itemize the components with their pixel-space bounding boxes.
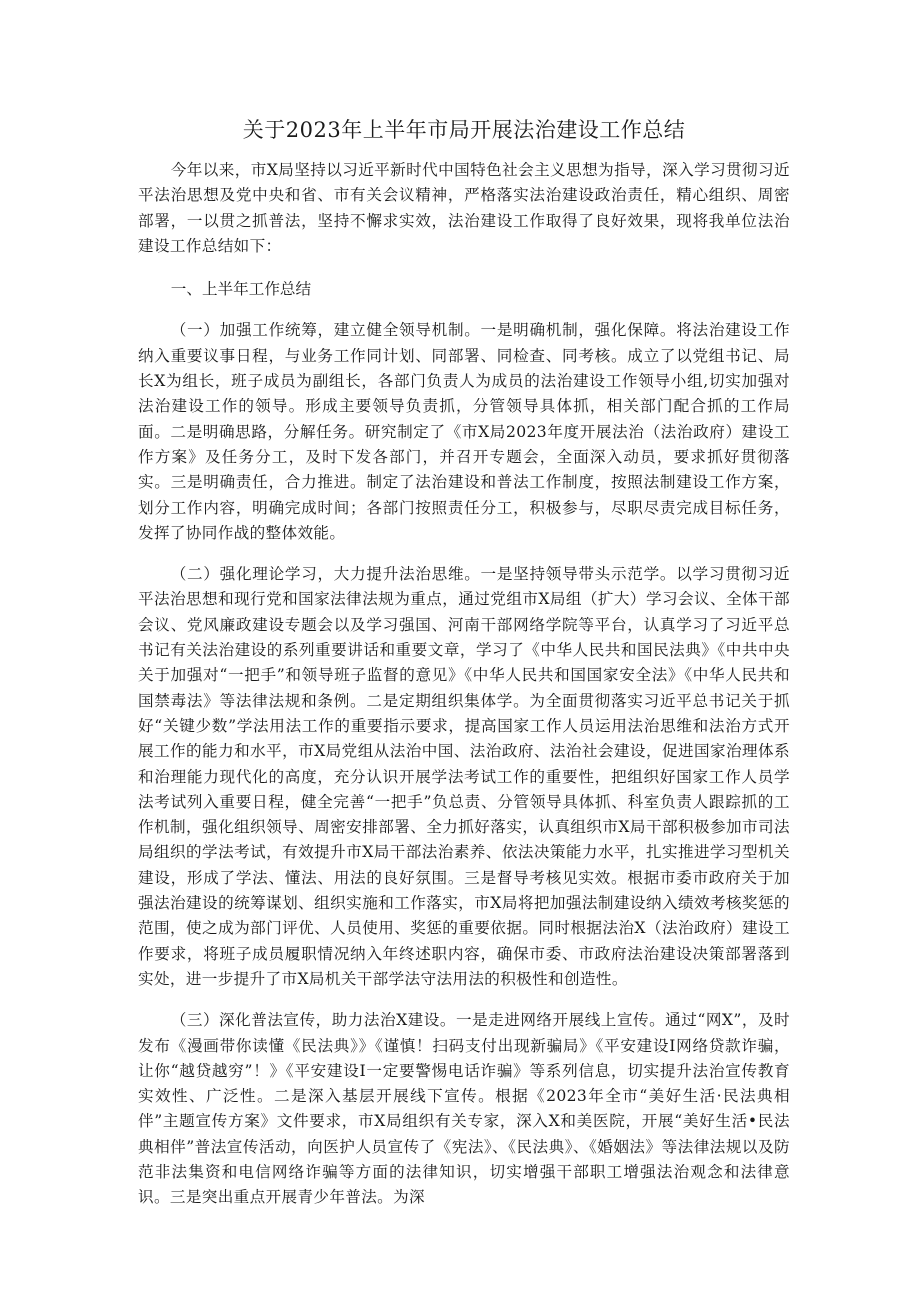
paragraph-item-2: （二）强化理论学习，大力提升法治思维。一是坚持领导带头示范学。以学习贯彻习近平法治思想和现行党和国家法律法规为重点，通过党组市X局组（扩大）学习会议、全体干部会议、党风廉政建设专题会以及学习强国、河南干部网络学院等平台，认真学习了习近平总书记有关法治建设的系列重要讲话和重要文章，学习了《中华人民共和国民法典》《中共中央关于加强对“一把手”和领导班子监督的意见》《中华人民共和国国家安全法》《中华人民共和国禁毒法》等法律法规和条例。二是定期组织集体学。为全面贯彻落实习近平总书记关于抓好“关键少数”学法用法工作的重要指示要求，提高国家工作人员运用法治思维和法治方式开展工作的能力和水平，市X局党组从法治中国、法治政府、法治社会建设，促进国家治理体系和治理能力现代化的高度，充分认识开展学法考试工作的重要性，把组织好国家工作人员学法考试列入重要日程，健全完善“一把手”负总责、分管领导具体抓、科室负责人跟踪抓的工作机制，强化组织领导、周密安排部署、全力抓好落实，认真组织市X局干部积极参加市司法局组织的学法考试，有效提升市X局干部法治素养、依法决策能力水平，扎实推进学习型机关建设，形成了学法、懂法、用法的良好氛围。三是督导考核见实效。根据市委市政府关于加强法治建设的统筹谋划、组织实施和工作落实，市X局将把加强法制建设纳入绩效考核奖惩的范围，使之成为部门评优、人员使用、奖惩的重要依据。同时根据法治X（法治政府）建设工作要求，将班子成员履职情况纳入年终述职内容，确保市委、市政府法治建设决策部署落到实处，进一步提升了市X局机关干部学法守法用法的积极性和创造性。 [138, 565, 790, 988]
paragraph-item-3: （三）深化普法宣传，助力法治X建设。一是走进网络开展线上宣传。通过“网X”，及时发布《漫画带你读懂《民法典》》《谨慎！扫码支付出现新骗局》《平安建设I网络贷款诈骗，让你“越贷越穷”！》《平安建设I一定要警惕电话诈骗》等系列信息，切实提升法治宣传教育实效性、广泛性。二是深入基层开展线下宣传。根据《2023年全市“美好生活·民法典相伴”主题宣传方案》文件要求，市X局组织有关专家，深入X和美医院，开展“美好生活•民法典相伴”普法宣传活动，向医护人员宣传了《宪法》、《民法典》、《婚姻法》等法律法规以及防范非法集资和电信网络诈骗等方面的法律知识，切实增强干部职工增强法治观念和法律意识。三是突出重点开展青少年普法。为深 [138, 1011, 790, 1207]
intro-paragraph: 今年以来，市X局坚持以习近平新时代中国特色社会主义思想为指导，深入学习贯彻习近平法治思想及党中央和省、市有关会议精神，严格落实法治建设政治责任，精心组织、周密部署，一以贯之抓普法，坚持不懈求实效，法治建设工作取得了良好效果，现将我单位法治建设工作总结如下： [138, 161, 790, 255]
paragraph-item-1: （一）加强工作统筹，建立健全领导机制。一是明确机制，强化保障。将法治建设工作纳入重要议事日程，与业务工作同计划、同部署、同检查、同考核。成立了以党组书记、局长X为组长，班子成员为副组长，各部门负责人为成员的法治建设工作领导小组,切实加强对法治建设工作的领导。形成主要领导负责抓，分管领导具体抓，相关部门配合抓的工作局面。二是明确思路，分解任务。研究制定了《市X局2023年度开展法治（法治政府）建设工作方案》及任务分工，及时下发各部门，并召开专题会，全面深入动员，要求抓好贯彻落实。三是明确责任，合力推进。制定了法治建设和普法工作制度，按照法制建设工作方案，划分工作内容，明确完成时间；各部门按照责任分工，积极参与，尽职尽责完成目标任务，发挥了协同作战的整体效能。 [138, 321, 790, 542]
document-page [138, 112, 790, 1227]
document-title: 关于2023年上半年市局开展法治建设工作总结 [242, 118, 686, 142]
section-heading: 一、上半年工作总结 [170, 280, 312, 299]
